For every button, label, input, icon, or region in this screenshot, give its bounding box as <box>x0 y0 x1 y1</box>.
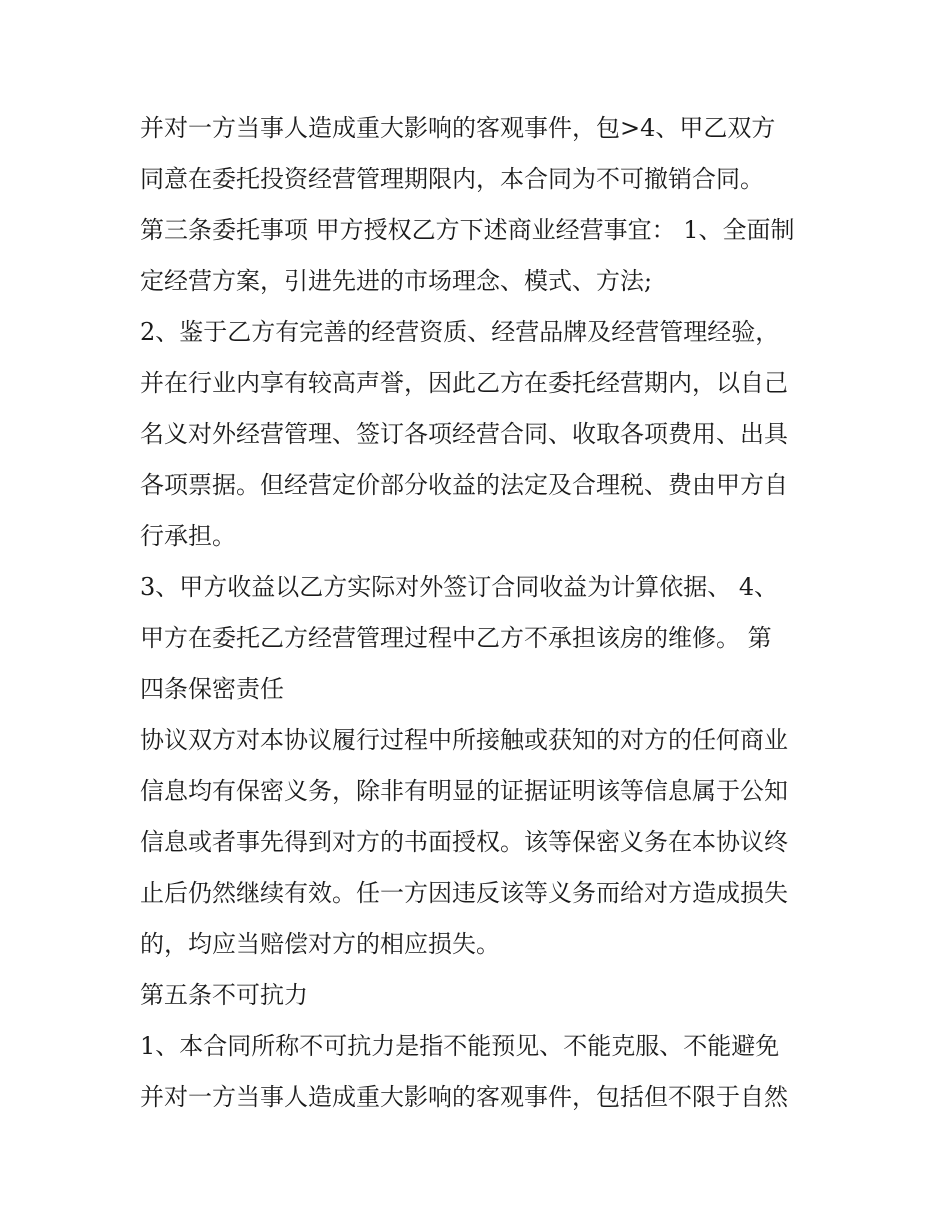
text-line: 第三条委托事项 甲方授权乙方下述商业经营事宜： 1、全面制 <box>140 216 795 244</box>
text-line: 同意在委托投资经营管理期限内，本合同为不可撤销合同。 <box>140 165 764 193</box>
text-line: 名义对外经营管理、签订各项经营合同、收取各项费用、出具 <box>140 420 788 448</box>
text-line: 定经营方案，引进先进的市场理念、模式、方法; <box>140 267 653 295</box>
text-line: 协议双方对本协议履行过程中所接触或获知的对方的任何商业 <box>140 726 788 754</box>
section-heading: 第五条不可抗力 <box>140 981 308 1009</box>
text-line: 并对一方当事人造成重大影响的客观事件，包>4、甲乙双方 <box>140 114 776 142</box>
text-line: 各项票据。但经营定价部分收益的法定及合理税、费由甲方自 <box>140 471 788 499</box>
text-line: 信息或者事先得到对方的书面授权。该等保密义务在本协议终 <box>140 828 788 856</box>
text-line: 3、甲方收益以乙方实际对外签订合同收益为计算依据、 4、 <box>140 573 779 601</box>
text-line: 止后仍然继续有效。任一方因违反该等义务而给对方造成损失 <box>140 879 788 907</box>
section-heading: 四条保密责任 <box>140 675 284 703</box>
text-line: 1、本合同所称不可抗力是指不能预见、不能克服、不能避免 <box>140 1032 780 1060</box>
text-line: 2、鉴于乙方有完善的经营资质、经营品牌及经营管理经验， <box>140 318 780 346</box>
text-line: 甲方在委托乙方经营管理过程中乙方不承担该房的维修。 第 <box>140 624 772 652</box>
text-line: 的，均应当赔偿对方的相应损失。 <box>140 930 500 958</box>
text-line: 并在行业内享有较高声誉，因此乙方在委托经营期内，以自己 <box>140 369 788 397</box>
contract-text <box>140 103 830 1123</box>
text-line: 行承担。 <box>140 522 236 550</box>
text-line: 信息均有保密义务，除非有明显的证据证明该等信息属于公知 <box>140 777 788 805</box>
text-line: 并对一方当事人造成重大影响的客观事件，包括但不限于自然 <box>140 1083 788 1111</box>
